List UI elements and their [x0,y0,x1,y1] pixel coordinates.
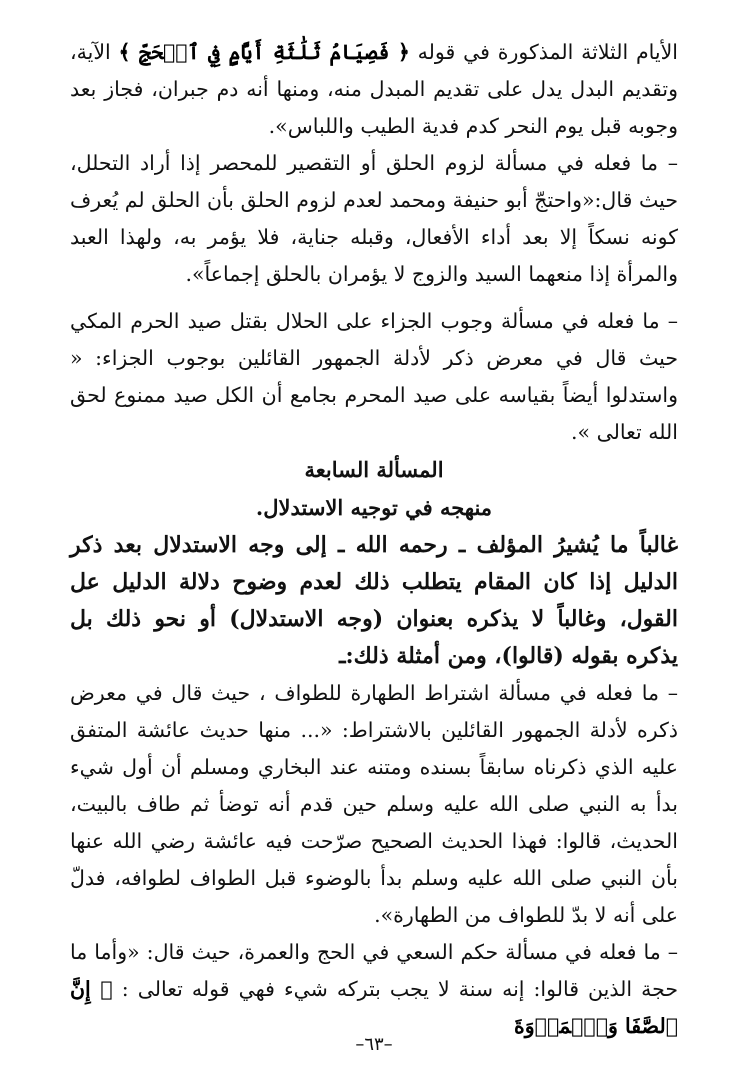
quran-verse-1: ﴿ فَصِيَامُ ثَلَٰثَةِ أَيَّامٍ فِي ٱلۡحَجِّ ﴾ [118,40,410,64]
section-subheading: منهجه في توجيه الاستدلال. [255,495,493,520]
paragraph-2: – ما فعله في مسألة لزوم الحلق أو التقصير للمحصر إذا أراد التحلل، حيث قال:«واحتجّ أبو حنيفة ومحمد لعدم لزوم الحلق بأن الحلق لم يُعرف كونه نسكاً إلا بعد أداء الأفعال، وقبله جناية، فلا يؤمر به، ولهذا العبد والمرأة إذا منعهما السيد والزوج لا يؤمران بالحلق إجماعاً». [70,151,678,286]
paragraph-5-text: – ما فعله في مسألة حكم السعي في الحج والعمرة، حيث قال: «وأما ما حجة الذين قالوا: إنه سنة لا يجب بتركه شيء فهي قوله تعالى : [70,940,678,1001]
paragraph-1-rest: الآية، وتقديم البدل يدل على تقديم المبدل منه، ومنها أنه دم جبران، فجاز بعد وجوبه قبل يوم النحر كدم فدية الطيب واللباس». [70,40,678,138]
paragraph-1 [70,34,678,145]
paragraph-4: – ما فعله في مسألة اشتراط الطهارة للطواف ، حيث قال في معرض ذكره لأدلة الجمهور القائلين بالاشتراط: «... منها حديث عائشة المتفق عليه الذي ذكرناه سابقاً بسنده ومتنه عند البخاري ومسلم أن أول شيء بدأ به النبي صلى الله عليه وسلم حين قدم أنه توضأ ثم طاف بالبيت، الحديث، قالوا: فهذا الحديث الصحيح صرّحت فيه عائشة رضي الله عنها بأن النبي صلى الله عليه وسلم بدأ بالوضوء قبل الطواف لطوافه، فدلّ على أنه لا بدّ للطواف من الطهارة». [70,681,678,927]
page-number: –٦٣– [355,1034,393,1055]
quran-verse-2: ﴿ إِنَّ ٱلصَّفَا وَٱلۡمَرۡوَةَ [70,977,678,1038]
section-heading: المسألة السابعة [304,457,444,482]
document-page [70,34,679,1055]
bold-intro-paragraph: غالباً ما يُشيرُ المؤلف ـ رحمه الله ـ إلى وجه الاستدلال بعد ذكر الدليل إذا كان المقام يتطلب ذلك لعدم وضوح دلالة الدليل عل القول، وغالباً لا يذكره بعنوان (وجه الاستدلال) أو نحو ذلك بل يذكره بقوله (قالوا)، ومن أمثلة ذلك:ـ [70,532,678,669]
paragraph-5 [70,934,678,1045]
paragraph-1-text: الأيام الثلاثة المذكورة في قوله [409,40,679,64]
paragraph-3: – ما فعله في مسألة وجوب الجزاء على الحلال بقتل صيد الحرم المكي حيث قال في معرض ذكر لأدلة الجمهور القائلين بوجوب الجزاء: « واستدلوا أيضاً بقياسه على صيد المحرم بجامع أن الكل صيد ممنوع لحق الله تعالى ». [70,309,678,444]
